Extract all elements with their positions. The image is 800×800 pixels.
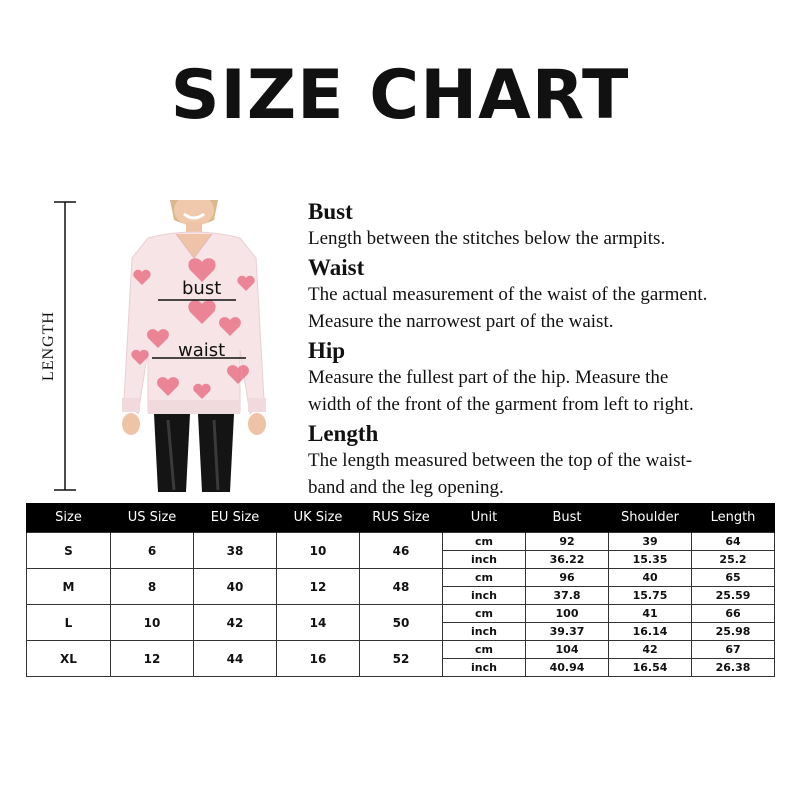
cell-uk: 10	[277, 533, 360, 569]
cell-uk: 14	[277, 605, 360, 641]
cell-bust: 100	[526, 605, 609, 623]
cell-bust: 37.8	[526, 587, 609, 605]
bust-text: Length between the stitches below the armpits.	[308, 228, 666, 249]
header-eu-size: EU Size	[194, 503, 277, 533]
cell-size: XL	[27, 641, 111, 677]
cell-eu: 42	[194, 605, 277, 641]
cell-bust: 96	[526, 569, 609, 587]
bust-label: bust	[182, 278, 222, 299]
cell-unit: inch	[443, 659, 526, 677]
cell-us: 12	[111, 641, 194, 677]
cell-length: 65	[692, 569, 775, 587]
cell-bust: 92	[526, 533, 609, 551]
cell-bust: 40.94	[526, 659, 609, 677]
cell-uk: 16	[277, 641, 360, 677]
header-shoulder: Shoulder	[609, 503, 692, 533]
table-row	[27, 641, 775, 659]
cell-bust: 39.37	[526, 623, 609, 641]
cell-uk: 12	[277, 569, 360, 605]
cell-length: 26.38	[692, 659, 775, 677]
measurement-descriptions	[308, 198, 788, 503]
cell-rus: 50	[360, 605, 443, 641]
table-row	[27, 605, 775, 623]
waist-label: waist	[178, 340, 226, 361]
header-bust: Bust	[526, 503, 609, 533]
waist-heading: Waist	[308, 255, 365, 280]
page-title: SIZE CHART	[170, 56, 630, 135]
waist-text: The actual measurement of the waist of the garment. Measure the narrowest part of the waist.	[308, 284, 708, 332]
hip-heading: Hip	[308, 338, 346, 363]
cell-unit: cm	[443, 641, 526, 659]
length-axis-label: LENGTH	[40, 311, 57, 381]
cell-shoulder: 40	[609, 569, 692, 587]
cell-length: 25.2	[692, 551, 775, 569]
hip-text: Measure the fullest part of the hip. Measure the width of the front of the garment from left to right.	[308, 367, 694, 415]
cell-unit: cm	[443, 569, 526, 587]
length-text: The length measured between the top of the waist- band and the leg opening.	[308, 450, 693, 498]
cell-shoulder: 16.54	[609, 659, 692, 677]
length-heading: Length	[308, 421, 379, 446]
cell-rus: 48	[360, 569, 443, 605]
cell-shoulder: 15.35	[609, 551, 692, 569]
cell-bust: 36.22	[526, 551, 609, 569]
table-row	[27, 533, 775, 551]
header-uk-size: UK Size	[277, 503, 360, 533]
table-row	[27, 569, 775, 587]
cell-rus: 46	[360, 533, 443, 569]
cell-shoulder: 15.75	[609, 587, 692, 605]
cell-length: 25.59	[692, 587, 775, 605]
header-unit: Unit	[443, 503, 526, 533]
cell-size: L	[27, 605, 111, 641]
cell-shoulder: 16.14	[609, 623, 692, 641]
cell-eu: 38	[194, 533, 277, 569]
cell-shoulder: 42	[609, 641, 692, 659]
cell-rus: 52	[360, 641, 443, 677]
cell-us: 8	[111, 569, 194, 605]
cell-unit: inch	[443, 587, 526, 605]
table-header-row	[27, 503, 775, 533]
cell-unit: inch	[443, 623, 526, 641]
cell-length: 64	[692, 533, 775, 551]
bust-heading: Bust	[308, 199, 353, 224]
header-size: Size	[27, 503, 111, 533]
header-rus-size: RUS Size	[360, 503, 443, 533]
cell-unit: cm	[443, 533, 526, 551]
cell-size: S	[27, 533, 111, 569]
cell-us: 10	[111, 605, 194, 641]
cell-size: M	[27, 569, 111, 605]
cell-unit: inch	[443, 551, 526, 569]
cell-length: 67	[692, 641, 775, 659]
cell-eu: 40	[194, 569, 277, 605]
cell-length: 25.98	[692, 623, 775, 641]
cell-unit: cm	[443, 605, 526, 623]
size-table	[26, 503, 775, 677]
header-us-size: US Size	[111, 503, 194, 533]
cell-eu: 44	[194, 641, 277, 677]
cell-us: 6	[111, 533, 194, 569]
cell-shoulder: 39	[609, 533, 692, 551]
cell-shoulder: 41	[609, 605, 692, 623]
cell-length: 66	[692, 605, 775, 623]
header-length: Length	[692, 503, 775, 533]
cell-bust: 104	[526, 641, 609, 659]
